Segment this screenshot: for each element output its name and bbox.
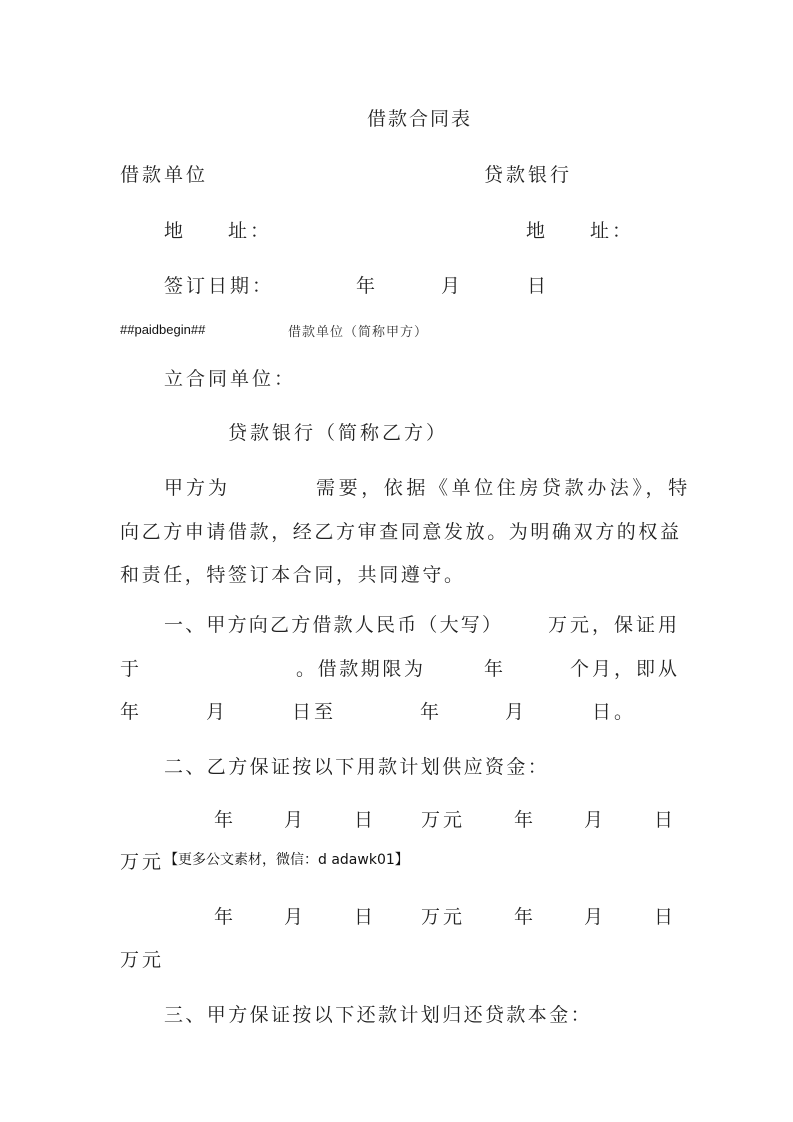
clause1-date-month-from: 月 [206,701,229,723]
plan1-day2: 日 [654,809,677,831]
intro-line1-b: 需要，依据《单位住房贷款办法》，特 [316,477,691,499]
clause1-line2-d: 个月，即从 [570,658,681,680]
clause1-date-day-to: 日至 [292,701,337,723]
plan2-month2: 月 [584,906,607,928]
clause1-line2-a: 于 [120,658,143,680]
plan2-year2: 年 [514,906,537,928]
intro-line2: 向乙方申请借款，经乙方审查同意发放。为明确双方的权益 [120,521,682,543]
plan1-day: 日 [354,809,377,831]
plan2-month: 月 [284,906,307,928]
plan1-month: 月 [284,809,307,831]
paid-begin-tag: ##paidbegin## [120,322,206,337]
clause1-date-month-to: 月 [505,701,528,723]
address-left-char2: 址： [228,220,273,242]
clause2-heading: 二、乙方保证按以下用款计划供应资金： [164,756,550,778]
document-title: 借款合同表 [367,108,473,130]
plan2-amount-cont: 万元 [120,949,165,971]
clause1-date-year-from: 年 [120,701,143,723]
address-left-char1: 地 [164,220,187,242]
lender-short-name: 贷款银行（简称乙方） [228,422,449,444]
intro-line3: 和责任，特签订本合同，共同遵守。 [120,564,466,586]
clause1-date-day-end: 日。 [592,701,637,723]
sign-year: 年 [356,275,379,297]
plan2-day2: 日 [654,906,677,928]
promo-text: 【更多公文素材，微信：d adawk01】 [164,852,409,868]
plan1-year: 年 [214,809,237,831]
lender-label: 贷款银行 [484,164,573,186]
address-right-char1: 地 [526,220,549,242]
clause1-line2-c: 年 [484,658,507,680]
plan1-month2: 月 [584,809,607,831]
clause1-line1-a: 一、甲方向乙方借款人民币（大写） [164,614,504,636]
clause1-line2-b: 。借款期限为 [296,658,426,680]
plan2-amount-unit: 万元 [421,906,466,928]
clause1-date-year-to: 年 [420,701,443,723]
clause1-line1-b: 万元，保证用 [548,614,681,636]
parties-label: 立合同单位： [164,368,297,390]
sign-day: 日 [527,275,550,297]
borrower-short-name: 借款单位（简称甲方） [288,325,429,340]
sign-date-label: 签订日期： [164,275,275,297]
borrower-label: 借款单位 [120,164,209,186]
plan2-year: 年 [214,906,237,928]
address-right-char2: 址： [590,220,635,242]
plan1-amount-unit: 万元 [421,809,466,831]
plan1-year2: 年 [514,809,537,831]
plan1-amount-cont: 万元 [120,851,165,873]
intro-line1-a: 甲方为 [164,477,231,499]
sign-month: 月 [441,275,464,297]
plan2-day: 日 [354,906,377,928]
clause3-heading: 三、甲方保证按以下还款计划归还贷款本金： [164,1004,593,1026]
